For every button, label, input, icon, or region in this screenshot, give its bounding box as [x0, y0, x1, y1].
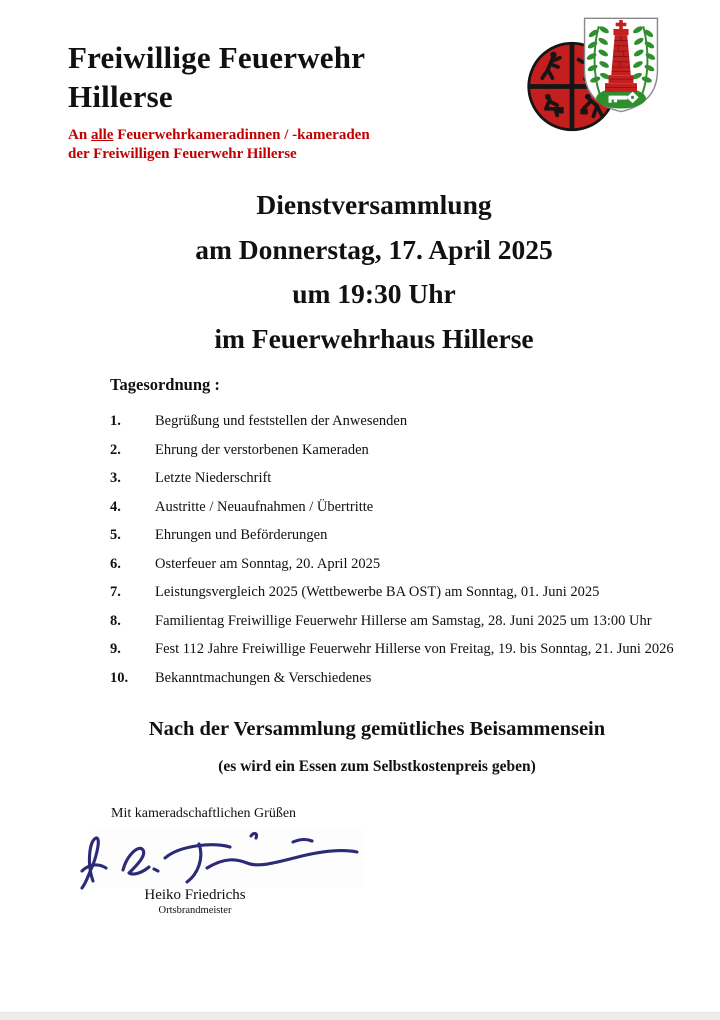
recipient-address — [68, 126, 370, 163]
closing-note-main: Nach der Versammlung gemütliches Beisammensein — [148, 718, 606, 740]
agenda-item-number: 5. — [110, 527, 121, 543]
meeting-announcement — [36, 183, 712, 361]
agenda-item-text: Letzte Niederschrift — [155, 470, 272, 486]
agenda-item — [110, 528, 710, 544]
agenda-item-text: Fest 112 Jahre Freiwillige Feuerwehr Hillerse von Freitag, 19. bis Sonntag, 21. Juni 2026 — [155, 641, 674, 657]
signer-name: Heiko Friedrichs — [144, 887, 246, 903]
agenda-item-number: 9. — [110, 641, 121, 657]
recipient-address-line1 — [68, 126, 370, 145]
agenda-item — [110, 500, 710, 516]
agenda-item-number: 10. — [110, 669, 129, 686]
agenda-item-text: Ehrung der verstorbenen Kameraden — [155, 441, 369, 458]
agenda-item-text: Osterfeuer am Sonntag, 20. April 2025 — [155, 555, 381, 572]
agenda-item-number: 8. — [110, 612, 121, 629]
agenda-item — [110, 414, 710, 430]
agenda-item — [110, 671, 710, 687]
announcement-line-4: im Feuerwehrhaus Hillerse — [214, 322, 534, 354]
agenda-item-text: Austritte / Neuaufnahmen / Übertritte — [155, 498, 374, 515]
address-underlined-word: alle — [90, 127, 114, 143]
agenda-item-number: 4. — [110, 498, 121, 515]
address-prefix: An — [68, 127, 91, 143]
recipient-address-line2: der Freiwilligen Feuerwehr Hillerse — [68, 145, 297, 162]
agenda-item — [110, 585, 710, 601]
agenda-item-text: Begrüßung und feststellen der Anwesenden — [155, 413, 408, 429]
agenda-item-number: 3. — [110, 470, 121, 486]
greeting-line: Mit kameradschaftlichen Grüßen — [111, 806, 297, 821]
agenda-item-text: Ehrungen und Beförderungen — [155, 527, 328, 543]
letterhead-title-line2: Hillerse — [68, 79, 173, 114]
agenda-item — [110, 557, 710, 573]
agenda-item-number: 6. — [110, 555, 121, 572]
agenda-item-text: Leistungsvergleich 2025 (Wettbewerbe BA OST) am Sonntag, 01. Juni 2025 — [155, 584, 600, 600]
announcement-line-2: am Donnerstag, 17. April 2025 — [195, 233, 553, 265]
agenda-item-text: Bekanntmachungen & Verschiedenes — [155, 669, 372, 686]
agenda-item — [110, 471, 710, 487]
hillerse-coat-of-arms-icon — [581, 14, 661, 115]
agenda-heading: Tagesordnung : — [110, 375, 220, 394]
letterhead-title-line1: Freiwillige Feuerwehr — [68, 40, 366, 75]
closing-note-sub: (es wird ein Essen zum Selbstkostenpreis geben) — [218, 758, 536, 775]
page-bottom-edge — [0, 1012, 720, 1020]
announcement-line-1: Dienstversammlung — [256, 189, 492, 220]
letterhead-title — [68, 38, 365, 116]
agenda-item-number: 7. — [110, 584, 121, 600]
agenda-list — [110, 414, 710, 699]
agenda-item-text: Familientag Freiwillige Feuerwehr Hillerse am Samstag, 28. Juni 2025 um 13:00 Uhr — [155, 612, 652, 629]
announcement-line-3: um 19:30 Uhr — [292, 278, 456, 309]
agenda-item-number: 2. — [110, 441, 121, 458]
agenda-item — [110, 443, 710, 459]
agenda-item — [110, 614, 710, 630]
address-suffix: Feuerwehrkameradinnen / -kameraden — [113, 127, 370, 143]
agenda-item-number: 1. — [110, 413, 121, 429]
agenda-item — [110, 642, 710, 658]
signer-title: Ortsbrandmeister — [158, 905, 232, 916]
handwritten-signature — [76, 829, 366, 891]
